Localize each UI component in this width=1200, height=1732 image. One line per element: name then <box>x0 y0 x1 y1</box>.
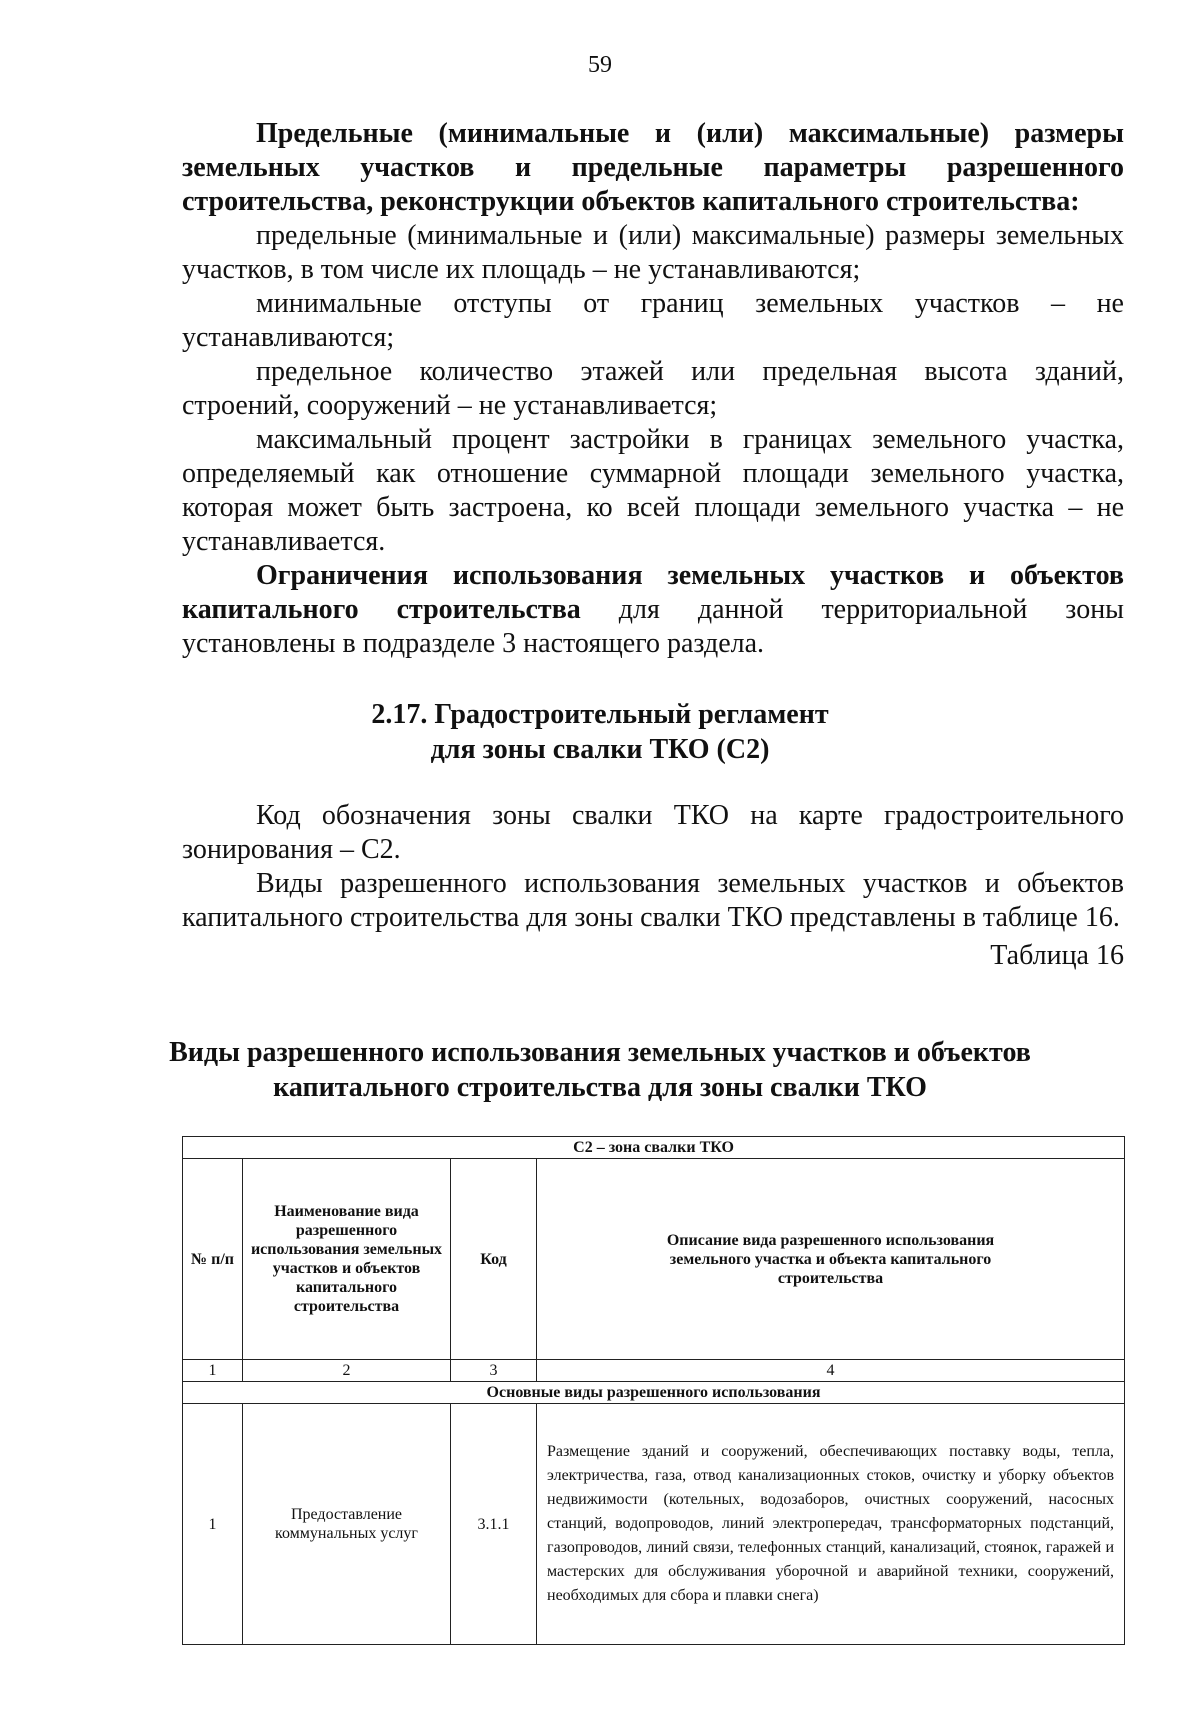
column-number: 2 <box>243 1360 451 1382</box>
section-title-line2: для зоны свалки ТКО (С2) <box>430 734 770 765</box>
table-row <box>183 1404 1125 1645</box>
parameter-item-coverage: максимальный процент застройки в границах земельного участка, определяемый как отношение суммарной площади земельного участка, которая может быть застроена, ко всей площади земельного участка – не устанавливается. <box>182 424 1124 557</box>
section-title-line1: 2.17. Градостроительный регламент <box>371 699 829 730</box>
column-number: 1 <box>183 1360 243 1382</box>
group-title-cell: Основные виды разрешенного использования <box>183 1382 1125 1404</box>
section-title <box>0 697 1200 767</box>
parameter-item-setbacks: минимальные отступы от границ земельных участков – не устанавливаются; <box>182 288 1124 353</box>
page-number: 59 <box>588 52 612 78</box>
column-number: 4 <box>537 1360 1125 1382</box>
zone-title-row <box>183 1137 1125 1159</box>
table-header-row <box>183 1159 1125 1360</box>
zone-title-cell: С2 – зона свалки ТКО <box>183 1137 1125 1159</box>
row-code: 3.1.1 <box>451 1404 537 1645</box>
section-parameters <box>182 117 1124 661</box>
restrictions-paragraph <box>182 559 1124 661</box>
restrictions-bold-text: Ограничения использования земельных участков и объектов капитального строительства <box>182 560 1124 625</box>
table-caption-line1: Виды разрешенного использования земельных участков и объектов <box>169 1037 1031 1068</box>
row-num: 1 <box>183 1404 243 1645</box>
row-description: Размещение зданий и сооружений, обеспечивающих поставку воды, тепла, электричества, газа, отвод канализационных стоков, очистку и уборку объектов недвижимости (котельных, водозаборов, очистных сооружений, насосных станций, водопроводов, линий электропередач, трансформаторных подстанций, газопроводов, линий связи, телефонных станций, канализаций, стоянок, гаражей и мастерских для обслуживания уборочной и аварийной техники, сооружений, необходимых для сбора и плавки снега) <box>537 1404 1125 1645</box>
permitted-uses-table <box>182 1136 1125 1645</box>
table-label: Таблица 16 <box>990 940 1124 971</box>
table-caption <box>0 1035 1200 1105</box>
header-description: Описание вида разрешенного использования земельного участка и объекта капитального строительства <box>537 1159 1125 1360</box>
parameters-heading: Предельные (минимальные и (или) максимальные) размеры земельных участков и предельные параметры разрешенного строительства, реконструкции объектов капитального строительства: <box>182 118 1124 217</box>
section-zone-intro <box>182 799 1124 973</box>
header-code: Код <box>451 1159 537 1360</box>
row-name: Предоставление коммунальных услуг <box>243 1404 451 1645</box>
parameter-item-plot-size: предельные (минимальные и (или) максимальные) размеры земельных участков, в том числе их площадь – не устанавливаются; <box>182 220 1124 285</box>
zone-uses-paragraph: Виды разрешенного использования земельных участков и объектов капитального строительства для зоны свалки ТКО представлены в таблице 16. <box>182 868 1124 933</box>
group-title-row <box>183 1382 1125 1404</box>
restrictions-text: для данной территориальной зоны установлены в подразделе 3 настоящего раздела. <box>182 594 1124 659</box>
column-number: 3 <box>451 1360 537 1382</box>
column-number-row <box>183 1360 1125 1382</box>
header-num: № п/п <box>183 1159 243 1360</box>
table-caption-line2: капитального строительства для зоны свалки ТКО <box>273 1072 927 1103</box>
zone-code-paragraph: Код обозначения зоны свалки ТКО на карте градостроительного зонирования – С2. <box>182 800 1124 865</box>
header-name: Наименование вида разрешенного использования земельных участков и объектов капитального строительства <box>243 1159 451 1360</box>
parameter-item-floors: предельное количество этажей или предельная высота зданий, строений, сооружений – не устанавливается; <box>182 356 1124 421</box>
